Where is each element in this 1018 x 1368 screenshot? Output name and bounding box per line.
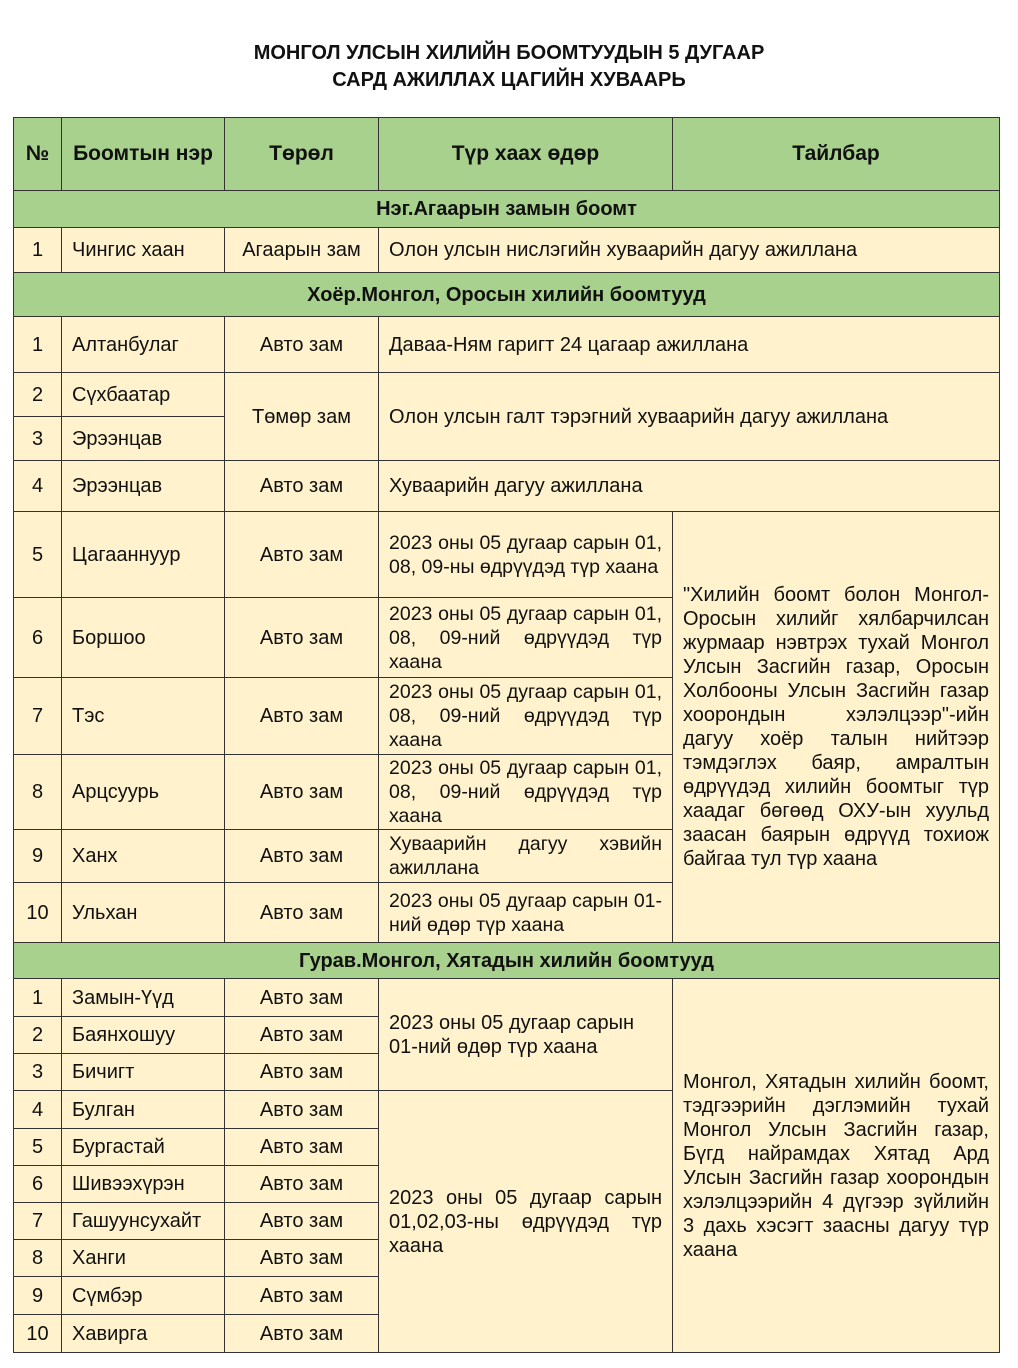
row-type: Авто зам xyxy=(225,512,379,598)
header-close-day: Түр хаах өдөр xyxy=(379,118,673,191)
row-num: 5 xyxy=(14,512,62,598)
row-num: 10 xyxy=(14,1315,62,1353)
row-note: Олон улсын нислэгийн хуваарийн дагуу ажиллана xyxy=(379,228,1000,273)
row-type: Авто зам xyxy=(225,317,379,373)
row-num: 2 xyxy=(14,373,62,417)
table-row xyxy=(14,979,1000,1017)
row-name: Хавирга xyxy=(62,1315,225,1353)
row-num: 3 xyxy=(14,1054,62,1091)
section-2-header xyxy=(14,273,1000,317)
row-name: Замын-Үүд xyxy=(62,979,225,1017)
row-type: Агаарын зам xyxy=(225,228,379,273)
header-num: № xyxy=(14,118,62,191)
section-1-header xyxy=(14,191,1000,228)
row-type: Авто зам xyxy=(225,1054,379,1091)
section-1-title: Нэг.Агаарын замын боомт xyxy=(14,191,1000,228)
row-close-day: 2023 оны 05 дугаар сарын 01, 08, 09-ний өдрүүдэд түр хаана xyxy=(379,598,673,678)
row-name: Бичигт xyxy=(62,1054,225,1091)
row-num: 4 xyxy=(14,1091,62,1129)
row-num: 6 xyxy=(14,598,62,678)
row-num: 5 xyxy=(14,1129,62,1166)
row-close-day: 2023 оны 05 дугаар сарын 01, 08, 09-ны өдрүүдэд түр хаана xyxy=(379,512,673,598)
row-name: Тэс xyxy=(62,678,225,755)
row-type: Авто зам xyxy=(225,1129,379,1166)
row-name: Эрээнцав xyxy=(62,417,225,461)
row-num: 8 xyxy=(14,1240,62,1277)
row-type: Авто зам xyxy=(225,1166,379,1203)
table-row xyxy=(14,317,1000,373)
row-num: 7 xyxy=(14,1203,62,1240)
header-type: Төрөл xyxy=(225,118,379,191)
row-close-day: 2023 оны 05 дугаар сарын 01-ний өдөр түр хаана xyxy=(379,883,673,943)
section-2-title: Хоёр.Монгол, Оросын хилийн боомтууд xyxy=(14,273,1000,317)
table-header-row xyxy=(14,118,1000,191)
row-name: Арцсуурь xyxy=(62,755,225,830)
section-3-header xyxy=(14,943,1000,979)
row-type: Авто зам xyxy=(225,1277,379,1315)
table-row xyxy=(14,373,1000,417)
title-line-2: САРД АЖИЛЛАХ ЦАГИЙН ХУВААРЬ xyxy=(332,69,686,91)
table-row xyxy=(14,461,1000,512)
row-num: 1 xyxy=(14,979,62,1017)
row-name: Боршоо xyxy=(62,598,225,678)
row-type: Авто зам xyxy=(225,883,379,943)
header-note: Тайлбар xyxy=(673,118,1000,191)
row-type: Авто зам xyxy=(225,979,379,1017)
row-close-day: Хуваарийн дагуу хэвийн ажиллана xyxy=(379,830,673,883)
schedule-table xyxy=(13,117,1000,1353)
row-num: 8 xyxy=(14,755,62,830)
row-type: Авто зам xyxy=(225,830,379,883)
document-title xyxy=(0,40,1018,94)
row-note: Хуваарийн дагуу ажиллана xyxy=(379,461,1000,512)
row-type: Авто зам xyxy=(225,1240,379,1277)
row-num: 4 xyxy=(14,461,62,512)
row-name: Ханги xyxy=(62,1240,225,1277)
row-type: Төмөр зам xyxy=(225,373,379,461)
title-line-1: МОНГОЛ УЛСЫН ХИЛИЙН БООМТУУДЫН 5 ДУГААР xyxy=(253,42,765,64)
row-num: 10 xyxy=(14,883,62,943)
row-num: 9 xyxy=(14,830,62,883)
row-note: Даваа-Ням гаригт 24 цагаар ажиллана xyxy=(379,317,1000,373)
row-name: Эрээнцав xyxy=(62,461,225,512)
section-3-title: Гурав.Монгол, Хятадын хилийн боомтууд xyxy=(14,943,1000,979)
header-name: Боомтын нэр xyxy=(62,118,225,191)
row-num: 6 xyxy=(14,1166,62,1203)
row-close-day: 2023 оны 05 дугаар сарын 01-ний өдөр түр хаана xyxy=(379,979,673,1091)
row-name: Сүмбэр xyxy=(62,1277,225,1315)
row-note: Олон улсын галт тэрэгний хуваарийн дагуу ажиллана xyxy=(379,373,1000,461)
row-num: 3 xyxy=(14,417,62,461)
row-note: "Хилийн боомт болон Монгол-Оросын хилийг хялбарчилсан журмаар нэвтрэх тухай Монгол Улсын Засгийн газар, Оросын Холбооны Улсын Засгийн газар хоорондын хэлэлцээр"-ийн дагуу хоёр талын нийтээр тэмдэглэх баяр, амралтын өдрүүдэд хилийн боомтыг түр хаадаг бөгөөд ОХУ-ын хуульд заасан баярын өдрүүд тохиож байгаа тул түр хаана xyxy=(673,512,1000,943)
row-name: Гашуунсухайт xyxy=(62,1203,225,1240)
row-type: Авто зам xyxy=(225,461,379,512)
row-num: 1 xyxy=(14,228,62,273)
row-num: 1 xyxy=(14,317,62,373)
row-name: Цагааннуур xyxy=(62,512,225,598)
row-type: Авто зам xyxy=(225,755,379,830)
row-num: 2 xyxy=(14,1017,62,1054)
row-type: Авто зам xyxy=(225,1017,379,1054)
table-row xyxy=(14,512,1000,598)
row-name: Баянхошуу xyxy=(62,1017,225,1054)
row-name: Ульхан xyxy=(62,883,225,943)
row-close-day: 2023 оны 05 дугаар сарын 01,02,03-ны өдрүүдэд түр хаана xyxy=(379,1091,673,1353)
row-note: Монгол, Хятадын хилийн боомт, тэдгээрийн дэглэмийн тухай Монгол Улсын Засгийн газар, Бүгд найрамдах Хятад Ард Улсын Засгийн газар хоорондын хэлэлцээрийн 4 дүгээр зүйлийн 3 дахь хэсэгт заасны дагуу түр хаана xyxy=(673,979,1000,1353)
row-close-day: 2023 оны 05 дугаар сарын 01, 08, 09-ний өдрүүдэд түр хаана xyxy=(379,755,673,830)
row-type: Авто зам xyxy=(225,1203,379,1240)
table-row xyxy=(14,228,1000,273)
row-name: Алтанбулаг xyxy=(62,317,225,373)
row-type: Авто зам xyxy=(225,1315,379,1353)
row-type: Авто зам xyxy=(225,598,379,678)
row-num: 9 xyxy=(14,1277,62,1315)
row-type: Авто зам xyxy=(225,1091,379,1129)
row-name: Бургастай xyxy=(62,1129,225,1166)
row-type: Авто зам xyxy=(225,678,379,755)
row-close-day: 2023 оны 05 дугаар сарын 01, 08, 09-ний өдрүүдэд түр хаана xyxy=(379,678,673,755)
row-name: Шивээхүрэн xyxy=(62,1166,225,1203)
row-name: Сүхбаатар xyxy=(62,373,225,417)
row-name: Ханх xyxy=(62,830,225,883)
row-name: Чингис хаан xyxy=(62,228,225,273)
row-name: Булган xyxy=(62,1091,225,1129)
row-num: 7 xyxy=(14,678,62,755)
